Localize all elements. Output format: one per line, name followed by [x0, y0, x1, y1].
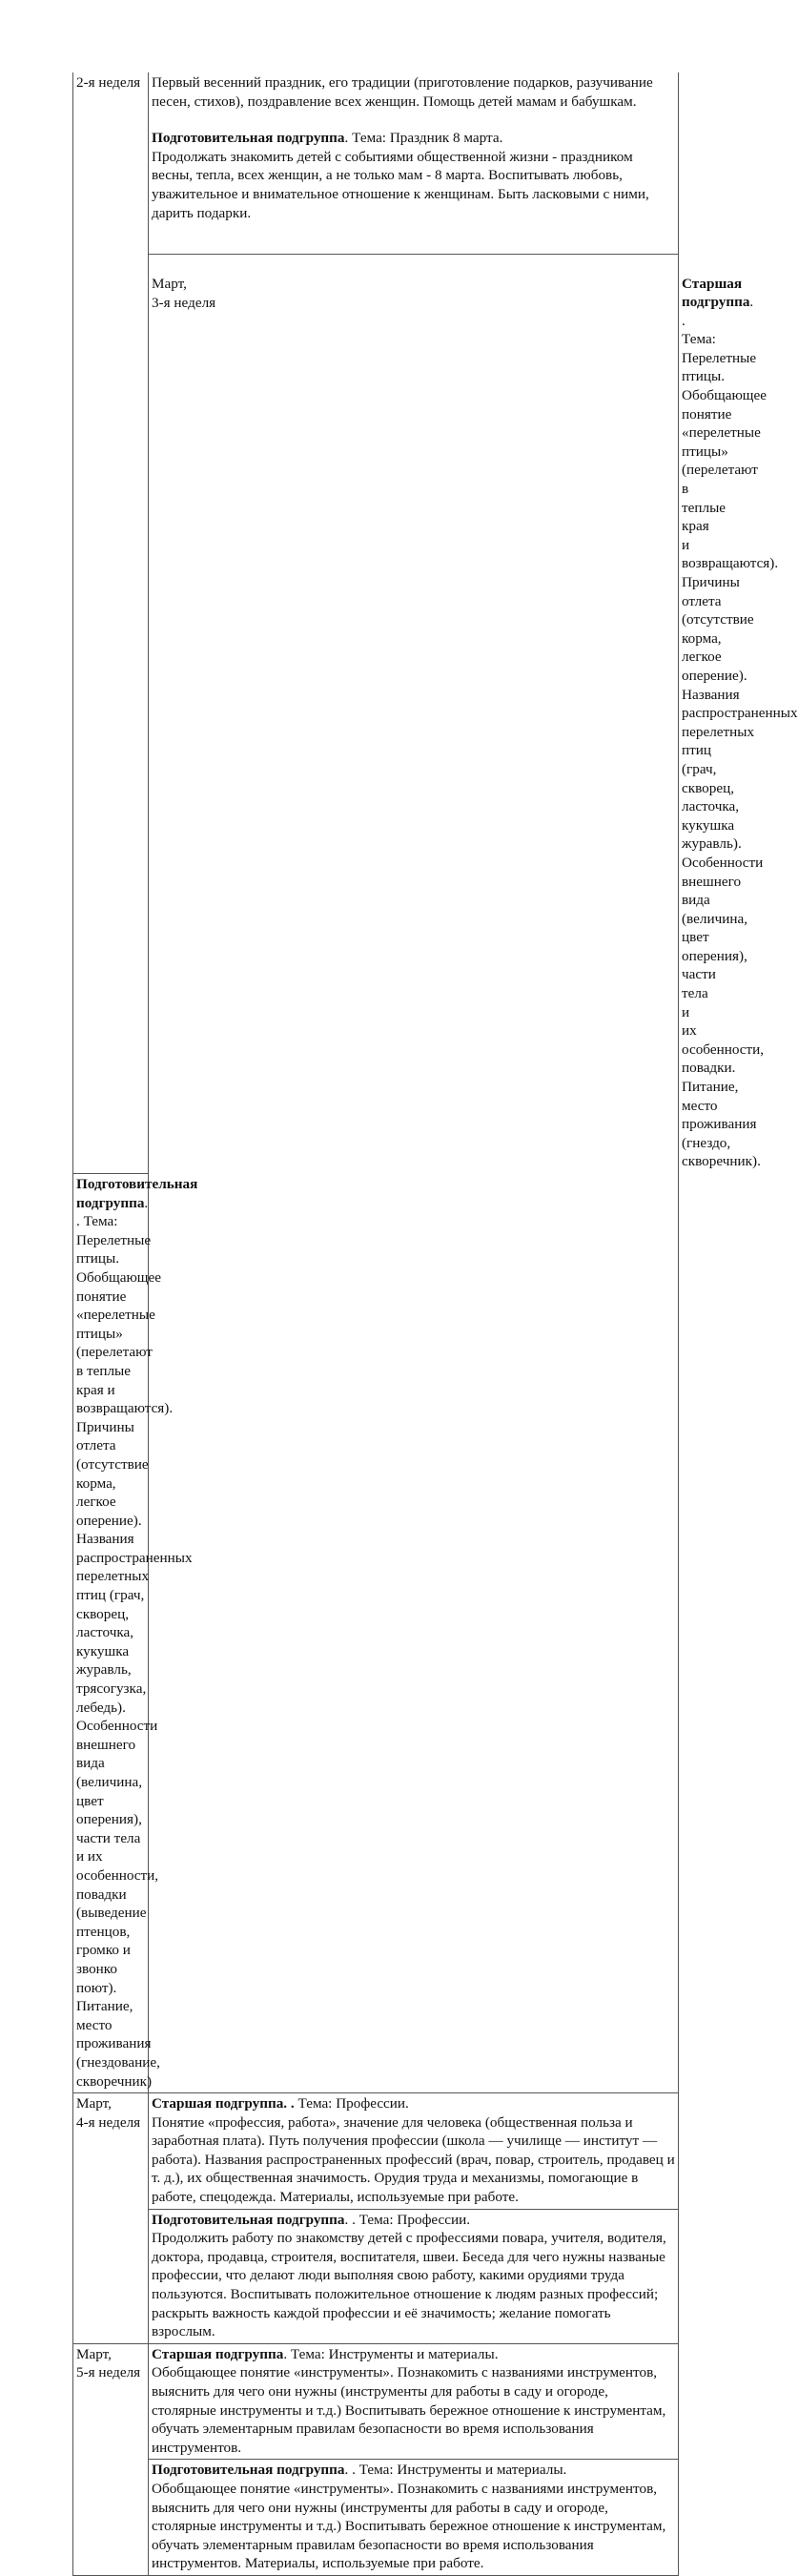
group-name: Старшая подгруппа — [682, 275, 750, 311]
topic-text: Тема: Профессии. — [294, 2095, 409, 2112]
topic-text: . . Тема: Профессии. — [344, 2211, 471, 2228]
group-text: Обобщающее понятие «перелетные птицы» (перелетают в теплые края и возвращаются). Причины отлета (отсутствие корма, легкое оперение). Названия распространенных перелетных птиц (грач, скворец, ласточка, кукушка журавль, трясогузка, лебедь). Особенности внешнего вида (величина, цвет оперения), части тела и их особенности, повадки (выведение птенцов, громко и звонко поют). Питание, место проживания (гнездование, скворечник) — [76, 1268, 193, 2090]
group-text: Обобщающее понятие «инструменты». Познакомить с названиями инструментов, выяснить для чего они нужны (инструменты для работы в саду и огороде, столярные инструменты и т.д.) Воспитывать бережное отношение к инструментам, обучать элементарным правилам безопасности во время использования инструментов. Материалы, используемые при работе. — [152, 2480, 666, 2572]
topic-text: . . Тема: Перелетные птицы. — [682, 294, 757, 385]
topic-text: . . Тема: Перелетные птицы. — [76, 1194, 152, 1267]
group-text: Продолжать знакомить детей с событиями общественной жизни - праздником весны, тепла, всех женщин, а не только мам - 8 марта. Воспитывать любовь, уважительное и внимательное отношение к женщинам. Быть ласковыми с ними, дарить подарки. — [152, 148, 649, 221]
week-cell — [149, 255, 679, 2093]
intro-text: Первый весенний праздник, его традиции (приготовление подарков, разучивание песен, стихов), поздравление всех женщин. Помощь детей мамам и бабушкам. — [152, 74, 653, 110]
topic-text: . Тема: Праздник 8 марта. — [344, 130, 503, 147]
week-month: Март, — [152, 276, 187, 292]
group-text: Обобщающее понятие «инструменты». Познакомить с названиями инструментов, выяснить для чего они нужны (инструменты для работы в саду и огороде, столярные инструменты и т.д.) Воспитывать бережное отношение к инструментам, обучать элементарным правилам безопасности во время использования инструментов. — [152, 2364, 666, 2456]
week-cell — [73, 72, 149, 1174]
content-cell-prep — [149, 2460, 679, 2576]
group-name: Старшая подгруппа — [152, 2345, 284, 2362]
group-heading — [152, 2094, 675, 2113]
group-heading — [76, 1175, 198, 1268]
week-label: 2-я неделя — [76, 74, 141, 91]
content-cell-prep — [149, 2209, 679, 2343]
topic-text: . . Тема: Инструменты и материалы. — [344, 2462, 567, 2479]
content-cell — [149, 72, 679, 255]
week-label: 5-я неделя — [76, 2364, 141, 2381]
group-name: Подготовительная подгруппа — [152, 2462, 345, 2479]
week-label: 4-я неделя — [76, 2113, 141, 2131]
content-cell-prep — [73, 1174, 198, 2093]
table-row — [73, 72, 679, 255]
table-row — [73, 2343, 679, 2460]
group-text: Понятие «профессия, работа», значение для человека (общественная польза и заработная плата). Путь получения профессии (школа — училище — институт — работа). Названия распространенных профессий (врач, повар, строитель, продавец и т. д.), их общественная значимость. Орудия труда и механизмы, помогающие в работе, спецодежда. Материалы, используемые при работе. — [152, 2113, 675, 2206]
group-heading — [152, 2461, 675, 2480]
topic-text: . Тема: Инструменты и материалы. — [283, 2345, 499, 2362]
table-row: Март, 3-я неделя Старшая подгруппа. . Тема: Перелетные птицы. Обобщающее понятие «перелетные птицы» (перелетают в теплые края и возвращаются). Причины отлета (отсутствие корма, легкое оперение). Названия распространенных перелетных птиц (грач, скворец, ласточка, кукушка журавль). Особенности внешнего вида (величина, цвет оперения), части тела и их особенности, повадки. Питание, место проживания (гнездо, скворечник). — [73, 255, 679, 1174]
group-name: Старшая подгруппа. . — [152, 2095, 295, 2112]
week-month: Март, — [76, 2345, 112, 2362]
group-name: Подготовительная подгруппа — [152, 130, 345, 147]
group-heading — [152, 129, 675, 148]
document-page — [72, 72, 798, 2576]
table-row — [73, 2209, 679, 2343]
content-cell-senior — [149, 2093, 679, 2210]
group-heading — [152, 2211, 675, 2230]
week-month: Март, — [76, 2095, 112, 2112]
table-row — [73, 2460, 679, 2576]
week-cell — [73, 2093, 149, 2344]
group-name: Подготовительная подгруппа — [76, 1176, 198, 1211]
content-cell-senior — [149, 2343, 679, 2460]
group-text: Продолжить работу по знакомству детей с профессиями повара, учителя, водителя, доктора, продавца, строителя, воспитателя, швеи. Беседа для чего нужны названые профессии, что делают люди выполняя свою работу, какими орудиями труда пользуются. Воспитывать положительное отношение к людям разных профессий; раскрыть важность каждой профессии и её значимость; желание помогать взрослым. — [152, 2230, 666, 2340]
week-cell — [73, 2343, 149, 2575]
table-row — [73, 2093, 679, 2210]
plan-table — [72, 72, 798, 2576]
group-name: Подготовительная подгруппа — [152, 2211, 345, 2228]
week-label: 3-я неделя — [152, 294, 216, 311]
group-heading — [152, 2345, 675, 2364]
